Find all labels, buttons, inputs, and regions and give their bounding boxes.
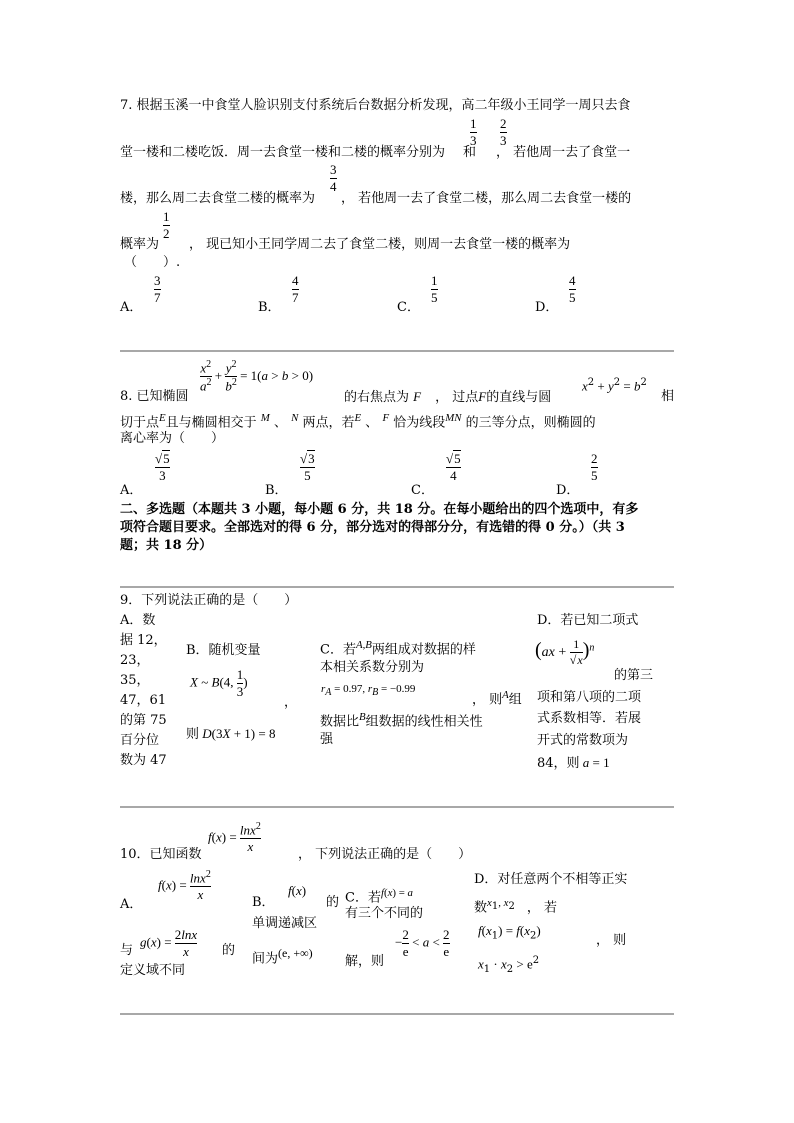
q9-option-b-formula: X ~ B(4, $\frac{1}{3}$ ): [190, 667, 248, 699]
q10-option-a-label: A．: [120, 897, 143, 912]
q9-option-b-text-2: 则 D(3X + 1) = 8: [186, 726, 276, 742]
q8-line-1: 的右焦点为 F ， 过点F的直线与圆: [344, 389, 552, 405]
q10-option-d-formula-2: $x_1 \cdot x_2 > e^2$: [478, 955, 540, 975]
q8-option-d-value: 2 5: [591, 451, 598, 483]
q10-option-a-text: 定义域不同: [120, 963, 186, 978]
q9-option-b-text: ，: [284, 695, 298, 710]
q7-fraction-1-2: 1 2: [163, 209, 170, 241]
q7-fraction-3-4: 3 4: [330, 162, 337, 194]
q8-option-a-value: √5 3: [155, 451, 170, 483]
q7-option-b-label: B．: [258, 300, 281, 315]
q8-option-c-label: C．: [411, 483, 434, 498]
q9-option-a-text: 47，61: [120, 693, 167, 708]
q10-option-b-text: 单调递减区: [252, 916, 318, 931]
q10-option-d-line-1: D．对任意两个不相等正实: [474, 872, 628, 887]
q9-option-d-formula: (ax + $\frac{1}{√x}$ )$^n$: [535, 637, 595, 667]
q7-option-b-value: 4 7: [292, 273, 299, 305]
q7-line-3: 楼，那么周二去食堂二楼的概率为 ， 若他周一去了食堂二楼，那么周二去食堂一楼的: [120, 191, 632, 206]
q8-line-1-tail: 相: [661, 389, 675, 404]
q8-line-3: 离心率为（ ）: [120, 431, 225, 446]
q7-line-2: 堂一楼和二楼吃饭．周一去食堂一楼和二楼的概率分别为 和 ， 若他周一去了食堂一: [120, 145, 631, 160]
q7-option-a-label: A．: [120, 300, 143, 315]
q10-option-b-formula: f(x): [288, 883, 307, 898]
q10-option-a-text: 与: [120, 943, 134, 958]
q7-option-c-value: 1 5: [431, 273, 438, 305]
q9-option-d-line-3: 项和第八项的二项: [537, 690, 642, 705]
q10-option-a-text: 的: [222, 943, 236, 958]
q10-option-b-label: B．: [252, 895, 275, 910]
q10-option-c-line-3: 解，则: [345, 954, 385, 969]
q8-option-c-value: √5 4: [446, 451, 461, 483]
q9-option-a-text: 据 12，: [120, 633, 167, 648]
q10-stem: ， 下列说法正确的是（ ）: [298, 847, 472, 862]
q10-option-d-formula-1: $f(x_1) = f(x_2)$: [478, 923, 541, 942]
q9-option-c-line-2: 本相关系数分别为: [320, 660, 425, 675]
divider: [120, 1013, 674, 1015]
q7-line-1: 7. 根据玉溪一中食堂人脸识别支付系统后台数据分析发现，高二年级小王同学一周只去食: [120, 98, 631, 113]
q8-line-1-prefix: 8. 已知椭圆: [120, 389, 189, 404]
section-2-line-1: 二、多选题（本题共 3 小题，每小题 6 分，共 18 分。在每小题给出的四个选项中，有多: [120, 502, 639, 517]
q10-option-d-text: ， 则: [596, 933, 627, 948]
q9-option-c-line-4: ， 则$^A$组: [472, 689, 522, 708]
section-2-line-3: 题；共 18 分）: [120, 538, 213, 553]
q9-option-a-text: A．数: [120, 613, 156, 628]
q8-option-b-label: B．: [265, 483, 288, 498]
divider: [120, 350, 674, 352]
q10-option-b-line-3: 间为$^{(e, +\infty)}$: [252, 946, 313, 967]
q10-option-a-formula-2: g(x) = $\frac{2\ln x}{x}$: [140, 927, 198, 959]
q8-option-a-label: A．: [120, 483, 143, 498]
q9-stem: 9．下列说法正确的是（ ）: [120, 593, 298, 608]
q10-stem-prefix: 10．已知函数: [120, 847, 202, 862]
q10-option-d-line-2: 数$^{x_1, x_2}$ ， 若: [474, 897, 557, 916]
q7-option-a-value: 3 7: [154, 273, 161, 305]
q8-line-2: 切于点$^E$且与椭圆相交于 $^M$ 、 $^N$ 两点，若$^E$ 、 $^F$ 恰为线段$^{MN}$ 的三等分点，则椭圆的: [120, 412, 596, 431]
q7-answer-paren: （ ）.: [124, 255, 181, 270]
q9-option-d-line-6: 84，则 a = 1: [537, 755, 610, 771]
section-2-line-2: 项符合题目要求。全部选对的得 6 分，部分选对的得部分分，有选错的得 0 分。）（共 3: [120, 520, 625, 535]
divider: [120, 806, 674, 808]
q10-option-a-formula-1: f(x) = $\frac{\ln x^2}{x}$: [158, 869, 211, 902]
q9-option-d-line-4: 式系数相等．若展: [537, 711, 642, 726]
q9-option-d-line-2: 的第三: [614, 668, 654, 683]
circle-equation: $x^2 + y^2 = b^2$: [582, 377, 647, 394]
q9-option-c-formula: $r_A = 0.97$, $r_B = -0.99$: [321, 683, 416, 699]
q9-option-a-text: 的第 75: [120, 713, 167, 728]
divider: [120, 586, 674, 588]
q7-option-c-label: C．: [397, 300, 420, 315]
q9-option-a-text: 23，: [120, 653, 150, 668]
q9-option-d-line-5: 开式的常数项为: [537, 733, 629, 748]
q9-option-a-text: 35，: [120, 673, 150, 688]
q10-option-c-line-2: 有三个不同的: [345, 906, 424, 921]
q7-line-4: 概率为 ， 现已知小王同学周二去了食堂二楼，则周一去食堂一楼的概率为: [120, 237, 571, 252]
q9-option-c-line-6: 强: [320, 732, 334, 747]
q9-option-d-line-1: D．若已知二项式: [537, 613, 639, 628]
q9-option-b-text: B．随机变量: [186, 643, 261, 658]
q9-option-a-text: 百分位: [120, 733, 160, 748]
q9-option-c-line-1: C．若$^{A,B}$两组成对数据的样: [320, 639, 476, 658]
q10-option-c-formula: − $\frac{2}{e}$ < a < $\frac{2}{e}$: [395, 927, 450, 959]
q7-fraction-1-3: 1 3: [470, 116, 477, 148]
q9-option-a-text: 数为 47: [120, 753, 167, 768]
q9-option-c-line-5: 数据比$^B$组数据的线性相关性: [320, 711, 483, 730]
q10-function-formula: f(x) = $\frac{\ln x^2}{x}$: [208, 821, 261, 854]
q7-option-d-label: D．: [535, 300, 559, 315]
q10-option-b-text: 的: [326, 895, 340, 910]
q7-fraction-2-3: 2 3: [500, 116, 507, 148]
q8-option-b-value: √3 5: [300, 451, 315, 483]
ellipse-equation: $\frac{x^2}{a^2}$ + $\frac{y^2}{b^2}$ = 1(a > b > 0): [200, 359, 314, 394]
q10-option-c-line-1: C．若$^{f(x) = a}$: [345, 887, 413, 906]
q8-option-d-label: D．: [556, 483, 580, 498]
q7-option-d-value: 4 5: [569, 273, 576, 305]
